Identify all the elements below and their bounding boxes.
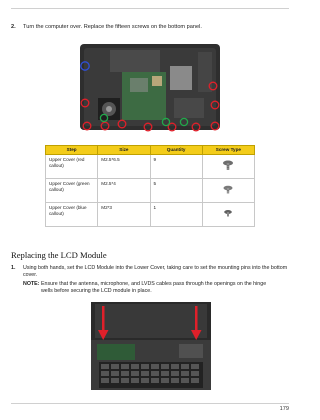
- instruction-text: Using both hands, set the LCD Module into the Lower Cover, taking care to set the mounting pins into the bottom cover.: [23, 265, 288, 278]
- top-rule: [11, 8, 289, 9]
- screw-table-header: [46, 146, 255, 155]
- table-row: [46, 179, 255, 203]
- row-screw-type: [202, 179, 254, 203]
- row-size: M2*3: [98, 203, 150, 227]
- section-title: Replacing the LCD Module: [11, 250, 107, 260]
- row-step: Upper Cover (green callout): [46, 179, 98, 203]
- lcd-instruction: [11, 265, 291, 279]
- note-block: [23, 281, 291, 295]
- row-quantity: 1: [150, 203, 202, 227]
- note-label: NOTE:: [23, 281, 40, 287]
- col-screw-type: Screw Type: [202, 146, 254, 155]
- row-step: Upper Cover (blue callout): [46, 203, 98, 227]
- bottom-rule: [11, 403, 289, 404]
- table-row: [46, 203, 255, 227]
- screw-long-icon: [221, 160, 235, 171]
- row-screw-type: [202, 203, 254, 227]
- row-screw-type: [202, 155, 254, 179]
- screw-short-icon: [223, 209, 233, 218]
- page-number: 179: [279, 406, 289, 412]
- col-size: Size: [98, 146, 150, 155]
- note-text: Ensure that the antenna, microphone, and LVDS cables pass through the openings on the hinge wells before securing the LCD module in place.: [40, 281, 267, 294]
- bottom-panel-photo: [78, 38, 222, 134]
- instruction-number: 1.: [11, 265, 16, 271]
- step-text: Turn the computer over. Replace the fifteen screws on the bottom panel.: [23, 24, 202, 30]
- col-step: Step: [46, 146, 98, 155]
- step-number: 2.: [11, 24, 16, 30]
- screw-table: [45, 145, 255, 227]
- lcd-module-photo: [89, 300, 213, 392]
- row-quantity: 5: [150, 179, 202, 203]
- step-2-instruction: [11, 24, 289, 31]
- row-size: M2.5*6.5: [98, 155, 150, 179]
- row-size: M2.5*4: [98, 179, 150, 203]
- row-quantity: 9: [150, 155, 202, 179]
- row-step: Upper Cover (red callout): [46, 155, 98, 179]
- screw-medium-icon: [222, 185, 234, 195]
- col-quantity: Quantity: [150, 146, 202, 155]
- table-row: [46, 155, 255, 179]
